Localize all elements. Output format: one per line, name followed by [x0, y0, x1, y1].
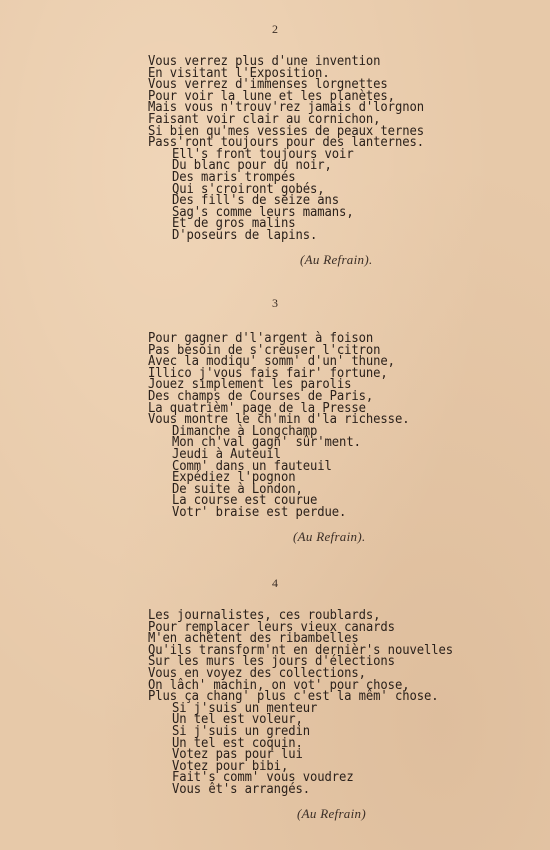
- verse-line: Si j'suis un menteur: [172, 700, 318, 716]
- verse-line: Vous êt's arrangés.: [172, 781, 311, 797]
- verse-line: On lâch' machin, on vot' pour chose,: [148, 677, 410, 693]
- verse-line: D'poseurs de lapins.: [172, 227, 318, 243]
- verse-line: Vous verrez plus d'une invention: [148, 54, 381, 69]
- verse-line: Votez pas pour lui: [172, 747, 303, 763]
- stanza-4: [148, 610, 538, 796]
- verse-line: Mon ch'val gagn' sûr'ment.: [172, 435, 361, 451]
- verse-line: Qui s'croiront gobés,: [172, 181, 325, 197]
- refrain-note: (Au Refrain).: [293, 529, 366, 544]
- verse-line: Dimanche à Longchamp: [172, 423, 318, 439]
- verse-line: Sag's comme leurs mamans,: [172, 204, 354, 220]
- stanza-number: 4: [272, 576, 278, 590]
- verse-line: Des fill's de seize ans: [172, 193, 340, 209]
- refrain-note: (Au Refrain).: [300, 252, 373, 267]
- verse-line: Vous montre le ch'min d'la richesse.: [148, 412, 410, 428]
- refrain-note: (Au Refrain): [297, 806, 366, 821]
- verse-line: Mais vous n'trouv'rez jamais d'lorgnon: [148, 100, 425, 116]
- verse-line: Fait's comm' vous voudrez: [172, 770, 354, 786]
- stanza-number: 3: [272, 296, 278, 310]
- verse-line: Expédiez l'pognon: [172, 470, 296, 486]
- verse-line: La quatrièm' page de la Presse: [148, 400, 366, 416]
- verse-line: Faisant voir clair au cornichon,: [148, 111, 381, 127]
- verse-line: Des maris trompés: [172, 169, 296, 185]
- verse-line: La course est courue: [172, 493, 318, 509]
- verse-line: Et de gros malins: [172, 216, 296, 232]
- verse-line: Votez pour bibi,: [172, 758, 289, 774]
- verse-line: Votr' braise est perdue.: [172, 504, 347, 520]
- verse-line: Plus ça chang' plus c'est la mêm' chose.: [148, 689, 439, 705]
- verse-line: Si bien qu'mes vessies de peaux ternes: [148, 123, 425, 139]
- verse-line: Les journalistes, ces roublards,: [148, 608, 381, 623]
- verse-line: Pass'ront toujours pour des lanternes.: [148, 135, 425, 151]
- verse-line: Illico j'vous fais fair' fortune,: [148, 365, 388, 381]
- verse-line: Des champs de Courses de Paris,: [148, 388, 374, 404]
- verse-line: Avec la modiqu' somm' d'un' thune,: [148, 354, 395, 370]
- verse-line: Un tel est voleur,: [172, 712, 303, 728]
- verse-line: Pour remplacer leurs vieux canards: [148, 619, 395, 635]
- verse-line: De suite à London,: [172, 481, 303, 497]
- verse-line: Jouez simplement les parolis: [148, 377, 352, 393]
- verse-line: Pas besoin de s'creuser l'citron: [148, 342, 381, 358]
- verse-line: Pour gagner d'l'argent à foison: [148, 331, 374, 346]
- verse-line: Qu'ils transform'nt en dernièr's nouvelles: [148, 642, 454, 658]
- page-number: 2: [272, 22, 278, 36]
- verse-line: En visitant l'Exposition.: [148, 65, 330, 81]
- verse-line: Sur les murs les jours d'élections: [148, 654, 395, 670]
- verse-line: Du blanc pour du noir,: [172, 158, 332, 174]
- verse-line: M'en achètent des ribambelles: [148, 631, 359, 647]
- stanza-3: [148, 333, 538, 519]
- verse-line: Si j'suis un gredin: [172, 723, 311, 739]
- verse-line: Pour voir la lune et les planètes,: [148, 88, 395, 104]
- verse-line: Vous verrez d'immenses lorgnettes: [148, 77, 388, 93]
- verse-line: Ell's front toujours voir: [172, 146, 354, 162]
- verse-line: Jeudi à Auteuil: [172, 446, 281, 462]
- stanza-2: [148, 56, 538, 242]
- verse-line: Un tel est coquin.: [172, 735, 303, 751]
- verse-line: Comm' dans un fauteuil: [172, 458, 332, 474]
- verse-line: Vous en voyez des collections,: [148, 665, 366, 681]
